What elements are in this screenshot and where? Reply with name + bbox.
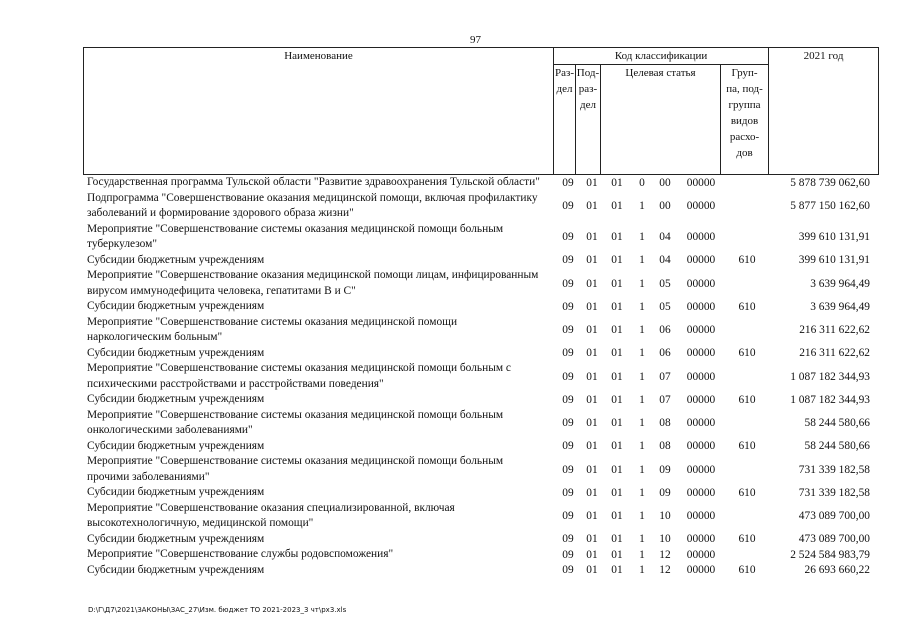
row-cs3: 12	[659, 564, 671, 577]
table-row	[87, 532, 877, 548]
row-amt: 473 089 700,00	[798, 533, 870, 546]
row-name: Субсидии бюджетным учреждениям	[87, 439, 265, 452]
row-cs4: 00000	[686, 324, 716, 336]
row-podr: 01	[586, 548, 598, 561]
row-podr: 01	[586, 370, 598, 383]
row-grp: 610	[738, 254, 756, 267]
header-target-article: Целевая статья	[601, 65, 721, 175]
row-cs4: 00000	[686, 370, 716, 383]
row-name: Мероприятие "Совершенствование службы родовспоможения"	[87, 548, 394, 560]
row-cs3: 08	[659, 417, 671, 429]
row-amt: 731 339 182,58	[798, 486, 870, 499]
row-grp: 610	[738, 393, 756, 406]
file-path-footer: D:\Г\Д7\2021\ЗАКОНЫ\ЗАС_27\Изм. бюджет ТО 2021-2023_3 чт\рх3.xls	[88, 606, 347, 614]
row-cs1: 01	[611, 417, 623, 429]
row-razd: 09	[562, 463, 574, 476]
table-row	[87, 346, 877, 362]
row-amt: 216 311 622,62	[799, 324, 870, 336]
row-cs2: 1	[639, 393, 645, 406]
row-cs3: 05	[659, 300, 671, 313]
row-cs3: 00	[659, 176, 671, 189]
row-cs1: 01	[611, 300, 623, 313]
row-podr: 01	[586, 486, 598, 499]
row-razd: 09	[562, 486, 574, 499]
row-cs1: 01	[611, 440, 623, 453]
page-number: 97	[470, 34, 481, 46]
row-cs2: 1	[639, 533, 645, 546]
row-cs1: 01	[611, 510, 623, 522]
row-cs4: 00000	[686, 548, 716, 561]
row-cs4: 00000	[686, 254, 716, 267]
row-cs2: 1	[639, 347, 645, 360]
row-razd: 09	[562, 533, 574, 546]
row-amt: 58 244 580,66	[804, 440, 870, 453]
row-amt: 3 639 964,49	[810, 300, 870, 313]
row-cs1: 01	[611, 564, 623, 577]
row-cs1: 01	[611, 231, 623, 243]
row-cs1: 01	[611, 393, 623, 406]
row-amt: 58 244 580,66	[804, 417, 870, 429]
row-grp: 610	[738, 533, 756, 546]
row-cs1: 01	[611, 324, 623, 336]
row-cs2: 1	[639, 300, 645, 313]
table-row	[87, 175, 877, 191]
row-name: Мероприятие "Совершенствование системы оказания медицинской помощи больным онкологическими заболеваниями"	[87, 408, 504, 436]
row-podr: 01	[586, 300, 598, 313]
row-cs2: 1	[639, 510, 645, 522]
row-cs1: 01	[611, 347, 623, 360]
row-cs3: 04	[659, 231, 671, 243]
row-cs4: 00000	[686, 176, 716, 189]
row-cs2: 1	[639, 440, 645, 453]
row-razd: 09	[562, 440, 574, 453]
row-cs3: 07	[659, 370, 671, 383]
row-grp: 610	[738, 440, 756, 453]
row-razd: 09	[562, 370, 574, 383]
row-razd: 09	[562, 324, 574, 336]
row-name: Мероприятие "Совершенствование оказания специализированной, включая высокотехнологичную, медицинской помощи"	[87, 501, 455, 529]
table-row	[87, 563, 877, 579]
header-year: 2021 год	[769, 48, 879, 175]
header-subsection: Под- раз- дел	[576, 65, 601, 175]
row-amt: 2 524 584 983,79	[790, 548, 870, 561]
row-cs2: 1	[639, 486, 645, 499]
row-amt: 1 087 182 344,93	[790, 370, 870, 383]
row-cs2: 1	[639, 463, 645, 476]
row-cs4: 00000	[686, 300, 716, 313]
row-amt: 5 877 150 162,60	[790, 200, 870, 212]
row-amt: 399 610 131,91	[798, 231, 870, 243]
row-name: Субсидии бюджетным учреждениям	[87, 563, 265, 576]
row-cs4: 00000	[686, 417, 716, 429]
row-amt: 26 693 660,22	[804, 564, 870, 577]
row-amt: 1 087 182 344,93	[790, 393, 870, 406]
row-podr: 01	[586, 277, 598, 290]
row-podr: 01	[586, 176, 598, 189]
row-razd: 09	[562, 417, 574, 429]
row-cs4: 00000	[686, 231, 716, 243]
row-cs3: 05	[659, 277, 671, 290]
row-name: Мероприятие "Совершенствование оказания медицинской помощи лицам, инфицированным вирусом иммунодефицита человека, гепатитами В и С"	[87, 269, 539, 297]
row-podr: 01	[586, 324, 598, 336]
table-row	[87, 191, 877, 222]
row-cs4: 00000	[686, 200, 716, 212]
row-razd: 09	[562, 510, 574, 522]
row-cs2: 1	[639, 324, 645, 336]
row-cs1: 01	[611, 254, 623, 267]
row-cs2: 1	[639, 417, 645, 429]
row-grp: 610	[738, 564, 756, 577]
row-podr: 01	[586, 347, 598, 360]
row-cs1: 01	[611, 463, 623, 476]
row-name: Подпрограмма "Совершенствование оказания медицинской помощи, включая профилактику заболеваний и формирование здорового образа жизни"	[87, 191, 538, 219]
row-amt: 3 639 964,49	[810, 277, 870, 290]
row-podr: 01	[586, 200, 598, 212]
row-cs4: 00000	[686, 347, 716, 360]
row-cs4: 00000	[686, 533, 716, 546]
table-row	[87, 315, 877, 346]
row-podr: 01	[586, 564, 598, 577]
row-razd: 09	[562, 393, 574, 406]
row-name: Мероприятие "Совершенствование системы оказания медицинской помощи больным прочими заболеваниями"	[87, 455, 504, 483]
row-name: Субсидии бюджетным учреждениям	[87, 393, 265, 405]
row-cs1: 01	[611, 176, 623, 189]
row-cs2: 1	[639, 370, 645, 383]
row-name: Субсидии бюджетным учреждениям	[87, 486, 265, 498]
row-cs3: 04	[659, 254, 671, 267]
row-cs3: 06	[659, 347, 671, 360]
table-row	[87, 361, 877, 392]
table-row	[87, 268, 877, 299]
table-row	[87, 501, 877, 532]
row-podr: 01	[586, 440, 598, 453]
row-cs2: 1	[639, 548, 645, 561]
row-name: Субсидии бюджетным учреждениям	[87, 346, 265, 359]
classification-header	[83, 47, 879, 175]
table-row	[87, 408, 877, 439]
row-cs4: 00000	[686, 463, 716, 476]
row-cs1: 01	[611, 370, 623, 383]
row-cs3: 07	[659, 393, 671, 406]
row-razd: 09	[562, 231, 574, 243]
row-podr: 01	[586, 533, 598, 546]
row-razd: 09	[562, 548, 574, 561]
table-row	[87, 439, 877, 455]
row-cs1: 01	[611, 200, 623, 212]
row-razd: 09	[562, 200, 574, 212]
row-podr: 01	[586, 510, 598, 522]
row-amt: 216 311 622,62	[799, 347, 870, 360]
row-cs1: 01	[611, 533, 623, 546]
row-cs3: 06	[659, 324, 671, 336]
row-cs4: 00000	[686, 510, 716, 522]
row-podr: 01	[586, 393, 598, 406]
row-razd: 09	[562, 176, 574, 189]
budget-rows	[87, 175, 877, 578]
table-row	[87, 485, 877, 501]
row-name: Субсидии бюджетным учреждениям	[87, 300, 265, 312]
row-name: Государственная программа Тульской области "Развитие здравоохранения Тульской области"	[87, 176, 540, 188]
table-row	[87, 454, 877, 485]
row-amt: 399 610 131,91	[798, 254, 870, 267]
row-cs1: 01	[611, 486, 623, 499]
row-cs1: 01	[611, 277, 623, 290]
row-razd: 09	[562, 277, 574, 290]
row-cs2: 1	[639, 231, 645, 243]
row-grp: 610	[738, 486, 756, 499]
row-razd: 09	[562, 254, 574, 267]
row-cs2: 0	[639, 176, 645, 189]
row-podr: 01	[586, 231, 598, 243]
row-cs3: 10	[659, 533, 671, 546]
row-cs3: 00	[659, 200, 671, 212]
row-cs2: 1	[639, 564, 645, 577]
row-razd: 09	[562, 347, 574, 360]
header-code-group: Код классификации	[554, 48, 769, 65]
row-name: Мероприятие "Совершенствование системы оказания медицинской помощи больным туберкулезом"	[87, 222, 504, 250]
header-section: Раз- дел	[554, 65, 576, 175]
row-cs3: 08	[659, 440, 671, 453]
row-name: Субсидии бюджетным учреждениям	[87, 532, 265, 545]
row-cs1: 01	[611, 548, 623, 561]
row-cs2: 1	[639, 277, 645, 290]
row-cs2: 1	[639, 200, 645, 212]
header-expense-group: Груп- па, под- группа видов расхо- дов	[721, 65, 769, 175]
table-row	[87, 392, 877, 408]
row-cs3: 12	[659, 548, 671, 561]
row-razd: 09	[562, 564, 574, 577]
row-grp: 610	[738, 300, 756, 313]
table-row	[87, 253, 877, 269]
header-name: Наименование	[84, 48, 554, 175]
row-podr: 01	[586, 254, 598, 267]
row-cs3: 09	[659, 486, 671, 499]
table-row	[87, 299, 877, 315]
row-cs4: 00000	[686, 393, 716, 406]
row-cs4: 00000	[686, 440, 716, 453]
row-grp: 610	[738, 347, 756, 360]
row-cs4: 00000	[686, 486, 716, 499]
row-cs3: 09	[659, 463, 671, 476]
row-cs4: 00000	[686, 277, 716, 290]
row-cs4: 00000	[686, 564, 716, 577]
row-name: Субсидии бюджетным учреждениям	[87, 253, 265, 266]
row-amt: 473 089 700,00	[798, 510, 870, 522]
row-razd: 09	[562, 300, 574, 313]
row-name: Мероприятие "Совершенствование системы оказания медицинской помощи больным с психическими расстройствами и расстройствами поведения"	[87, 362, 511, 390]
row-cs3: 10	[659, 510, 671, 522]
row-amt: 5 878 739 062,60	[790, 176, 870, 189]
row-cs2: 1	[639, 254, 645, 267]
row-amt: 731 339 182,58	[798, 463, 870, 476]
row-podr: 01	[586, 417, 598, 429]
table-row	[87, 222, 877, 253]
row-name: Мероприятие "Совершенствование системы оказания медицинской помощи наркологическим больным"	[87, 315, 458, 343]
table-row	[87, 547, 877, 563]
row-podr: 01	[586, 463, 598, 476]
